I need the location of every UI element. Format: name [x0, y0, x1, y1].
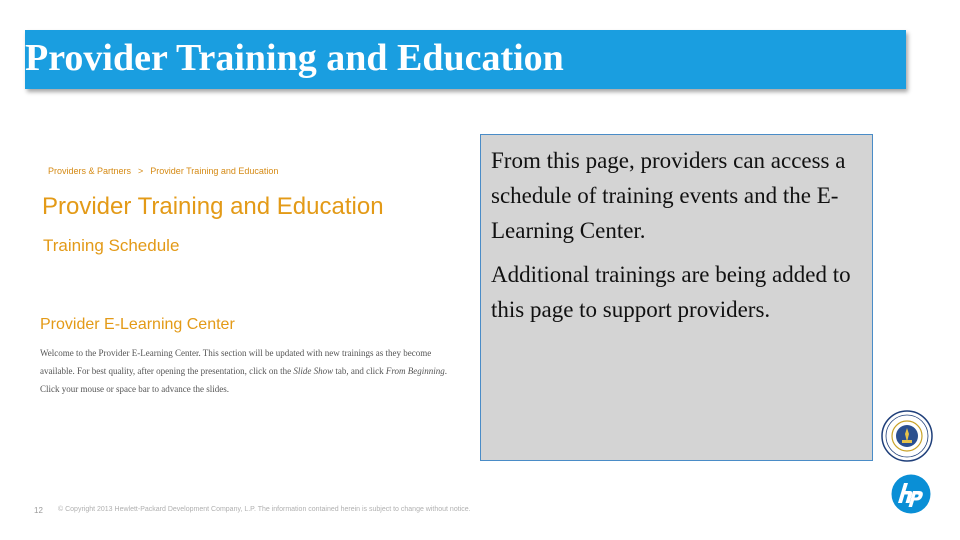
breadcrumb-item-providers-partners[interactable]: Providers & Partners [48, 166, 132, 176]
training-schedule-link[interactable]: Training Schedule [43, 236, 180, 255]
page-heading: Provider Training and Education [42, 193, 384, 220]
breadcrumb [48, 166, 278, 176]
elearning-text-2: tab, and click [333, 366, 386, 376]
website-screenshot [30, 155, 470, 415]
state-seal-icon [881, 410, 933, 462]
elearning-text-1: Welcome to the Provider E-Learning Center. This section will be updated with new trainings as they become available. For best quality, after opening the presentation, click on the [40, 348, 432, 376]
breadcrumb-item-current: Provider Training and Education [150, 166, 279, 176]
elearning-em-from-beginning: From Beginning [385, 366, 445, 376]
hp-logo-icon [891, 474, 931, 514]
breadcrumb-separator: > [138, 166, 144, 176]
elearning-heading: Provider E-Learning Center [40, 316, 235, 333]
title-bar [25, 30, 906, 89]
callout-paragraph-2: Additional trainings are being added to this page to support providers. [491, 262, 851, 322]
copyright-notice: © Copyright 2013 Hewlett-Packard Development Company, L.P. The information contained herein is subject to change without notice. [58, 506, 471, 513]
elearning-em-slide-show: Slide Show [293, 366, 334, 376]
callout-box [480, 134, 873, 461]
callout-paragraph-1: From this page, providers can access a schedule of training events and the E-Learning Center. [491, 148, 846, 243]
slide-page-number: 12 [34, 506, 43, 515]
slide-title: Provider Training and Education [25, 37, 564, 79]
elearning-text-3: . Click your mouse or space bar to advance the slides. [40, 366, 447, 394]
elearning-description [40, 344, 460, 398]
